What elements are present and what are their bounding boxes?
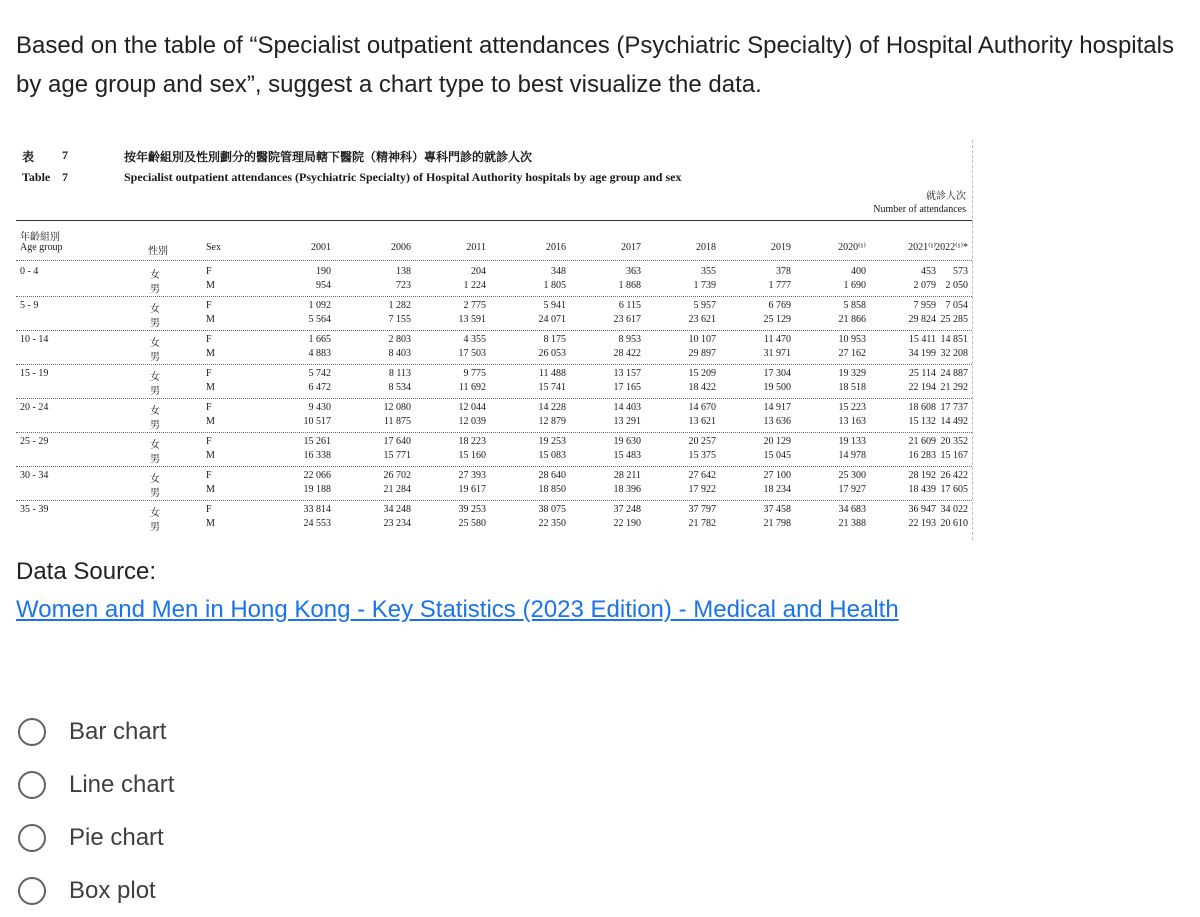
- table-cell: 7 155: [388, 314, 411, 325]
- table-cell: 2 079: [913, 280, 936, 291]
- table-cell: 10 517: [303, 416, 331, 427]
- table-cell: 10 953: [838, 334, 866, 345]
- table-cell: 14 492: [940, 416, 968, 427]
- table-cell: 34 248: [383, 504, 411, 515]
- table-cell: 14 670: [688, 402, 716, 413]
- sex-label-en: F: [206, 504, 212, 515]
- table-cell: 1 690: [843, 280, 866, 291]
- age-group-label: 0 - 4: [20, 266, 39, 277]
- table-cell: 6 769: [768, 300, 791, 311]
- row-divider: [16, 466, 972, 467]
- header-year: 2021⁽¹⁾: [908, 242, 936, 253]
- sex-label-en: F: [206, 300, 212, 311]
- header-age-zh: 年齡組別: [20, 232, 60, 243]
- table-cell: 27 162: [838, 348, 866, 359]
- sex-label-en: F: [206, 266, 212, 277]
- sex-label-zh: 男: [150, 352, 160, 363]
- row-divider: [16, 296, 972, 297]
- table-cell: 9 775: [463, 368, 486, 379]
- header-sex-en: Sex: [206, 242, 221, 253]
- sex-label-zh: 男: [150, 318, 160, 329]
- header-year: 2020⁽¹⁾: [838, 242, 866, 253]
- table-cell: 22 350: [538, 518, 566, 529]
- header-year: 2011: [466, 242, 486, 253]
- table-cell: 26 422: [940, 470, 968, 481]
- table-title-zh: 按年齡組別及性別劃分的醫院管理局轄下醫院（精神科）專科門診的就診人次: [124, 150, 533, 164]
- table-cell: 25 129: [763, 314, 791, 325]
- radio-button-icon[interactable]: [18, 877, 46, 905]
- sex-label-zh: 女: [150, 440, 160, 451]
- table-cell: 2 775: [463, 300, 486, 311]
- row-divider: [16, 432, 972, 433]
- table-cell: 11 692: [458, 382, 486, 393]
- table-cell: 21 388: [838, 518, 866, 529]
- table-cell: 17 503: [458, 348, 486, 359]
- row-divider: [16, 364, 972, 365]
- age-group-label: 15 - 19: [20, 368, 49, 379]
- option-label: Line chart: [69, 770, 175, 798]
- table-cell: 34 199: [908, 348, 936, 359]
- sex-label-zh: 女: [150, 474, 160, 485]
- table-cell: 25 580: [458, 518, 486, 529]
- table-cell: 18 422: [688, 382, 716, 393]
- table-cell: 204: [471, 266, 486, 277]
- table-cell: 21 798: [763, 518, 791, 529]
- question-text: Based on the table of “Specialist outpatient attendances (Psychiatric Specialty) of Hospital Authority hospitals by age group and sex”, suggest a chart type to best visualize the data.: [16, 32, 1174, 98]
- table-cell: 1 224: [463, 280, 486, 291]
- table-cell: 18 223: [458, 436, 486, 447]
- table-cell: 1 805: [543, 280, 566, 291]
- table-cell: 15 411: [908, 334, 936, 345]
- table-cell: 18 234: [763, 484, 791, 495]
- option-bar-chart[interactable]: [18, 705, 174, 758]
- table-cell: 5 957: [693, 300, 716, 311]
- sex-label-zh: 男: [150, 522, 160, 533]
- table-cell: 7 054: [945, 300, 968, 311]
- sex-label-zh: 女: [150, 304, 160, 315]
- table-cell: 14 228: [538, 402, 566, 413]
- table-cell: 190: [316, 266, 331, 277]
- table-cell: 18 396: [613, 484, 641, 495]
- table-cell: 27 393: [458, 470, 486, 481]
- table-cell: 8 953: [618, 334, 641, 345]
- header-year: 2019: [771, 242, 791, 253]
- sex-label-en: M: [206, 280, 215, 291]
- table-cell: 8 534: [388, 382, 411, 393]
- table-cell: 14 851: [940, 334, 968, 345]
- table-cell: 13 163: [838, 416, 866, 427]
- table-cell: 1 665: [308, 334, 331, 345]
- table-cell: 12 044: [458, 402, 486, 413]
- table-cell: 573: [953, 266, 968, 277]
- table-cell: 25 285: [940, 314, 968, 325]
- table-cell: 26 702: [383, 470, 411, 481]
- table-cell: 355: [701, 266, 716, 277]
- table-cell: 16 338: [303, 450, 331, 461]
- table-cell: 6 115: [618, 300, 641, 311]
- option-pie-chart[interactable]: [18, 811, 174, 864]
- table-cell: 1 777: [768, 280, 791, 291]
- table-cell: 1 739: [693, 280, 716, 291]
- table-title-en: Specialist outpatient attendances (Psychiatric Specialty) of Hospital Authority hospitals by age group and sex: [124, 170, 682, 184]
- sex-label-en: F: [206, 470, 212, 481]
- age-group-label: 30 - 34: [20, 470, 49, 481]
- table-cell: 31 971: [763, 348, 791, 359]
- table-cell: 348: [551, 266, 566, 277]
- table-cell: 28 422: [613, 348, 641, 359]
- sex-label-en: M: [206, 450, 215, 461]
- table-rule-top: [16, 220, 972, 221]
- sex-label-zh: 男: [150, 284, 160, 295]
- table-cell: 8 403: [388, 348, 411, 359]
- table-cell: 22 190: [613, 518, 641, 529]
- table-cell: 5 742: [308, 368, 331, 379]
- option-box-plot[interactable]: [18, 864, 174, 917]
- table-cell: 138: [396, 266, 411, 277]
- table-cell: 17 304: [763, 368, 791, 379]
- table-cell: 37 797: [688, 504, 716, 515]
- sex-label-en: F: [206, 402, 212, 413]
- table-cell: 6 472: [308, 382, 331, 393]
- header-year: 2006: [391, 242, 411, 253]
- table-label-en: Table: [22, 170, 51, 184]
- sex-label-zh: 男: [150, 386, 160, 397]
- table-cell: 15 209: [688, 368, 716, 379]
- row-divider: [16, 398, 972, 399]
- sex-label-zh: 男: [150, 488, 160, 499]
- table-cell: 1 282: [388, 300, 411, 311]
- table-cell: 19 188: [303, 484, 331, 495]
- table-cell: 33 814: [303, 504, 331, 515]
- table-cell: 19 133: [838, 436, 866, 447]
- header-sex-zh: 性別: [148, 246, 168, 257]
- table-cell: 21 866: [838, 314, 866, 325]
- sex-label-zh: 男: [150, 454, 160, 465]
- option-line-chart[interactable]: [18, 758, 174, 811]
- table-cell: 37 458: [763, 504, 791, 515]
- table-rule-header: [16, 260, 972, 261]
- table-cell: 11 488: [538, 368, 566, 379]
- header-year: 2022⁽¹⁾*: [935, 242, 968, 253]
- table-cell: 27 100: [763, 470, 791, 481]
- table-cell: 13 636: [763, 416, 791, 427]
- table-cell: 14 917: [763, 402, 791, 413]
- table-cell: 28 640: [538, 470, 566, 481]
- table-cell: 17 605: [940, 484, 968, 495]
- unit-label-zh: 就診人次: [926, 191, 966, 202]
- table-cell: 363: [626, 266, 641, 277]
- table-cell: 26 053: [538, 348, 566, 359]
- table-cell: 27 642: [688, 470, 716, 481]
- table-cell: 5 564: [308, 314, 331, 325]
- table-cell: 15 083: [538, 450, 566, 461]
- sex-label-en: M: [206, 484, 215, 495]
- data-source-label: Data Source:: [16, 558, 157, 585]
- table-number-zh: 7: [62, 148, 68, 162]
- sex-label-zh: 女: [150, 270, 160, 281]
- table-cell: 20 352: [940, 436, 968, 447]
- table-cell: 378: [776, 266, 791, 277]
- table-cell: 11 875: [383, 416, 411, 427]
- table-cell: 17 927: [838, 484, 866, 495]
- table-cell: 19 253: [538, 436, 566, 447]
- table-cell: 17 165: [613, 382, 641, 393]
- table-cell: 20 129: [763, 436, 791, 447]
- table-cell: 21 782: [688, 518, 716, 529]
- table-cell: 12 080: [383, 402, 411, 413]
- table-cell: 15 261: [303, 436, 331, 447]
- row-divider: [16, 500, 972, 501]
- table-cell: 25 114: [908, 368, 936, 379]
- table-label-zh: 表: [22, 150, 35, 164]
- table-cell: 18 439: [908, 484, 936, 495]
- table-cell: 22 193: [908, 518, 936, 529]
- age-group-label: 20 - 24: [20, 402, 49, 413]
- radio-button-icon[interactable]: [18, 771, 46, 799]
- table-cell: 15 132: [908, 416, 936, 427]
- table-cell: 22 066: [303, 470, 331, 481]
- table-cell: 18 850: [538, 484, 566, 495]
- table-cell: 32 208: [940, 348, 968, 359]
- table-cell: 453: [921, 266, 936, 277]
- table-cell: 21 284: [383, 484, 411, 495]
- table-cell: 16 283: [908, 450, 936, 461]
- table-cell: 4 355: [463, 334, 486, 345]
- table-cell: 9 430: [308, 402, 331, 413]
- table-cell: 15 483: [613, 450, 641, 461]
- sex-label-en: F: [206, 334, 212, 345]
- table-image: [16, 140, 973, 540]
- table-cell: 37 248: [613, 504, 641, 515]
- table-cell: 22 194: [908, 382, 936, 393]
- table-cell: 400: [851, 266, 866, 277]
- age-group-label: 35 - 39: [20, 504, 49, 515]
- table-cell: 13 591: [458, 314, 486, 325]
- table-cell: 15 771: [383, 450, 411, 461]
- table-cell: 18 518: [838, 382, 866, 393]
- table-cell: 15 160: [458, 450, 486, 461]
- table-cell: 954: [316, 280, 331, 291]
- table-cell: 723: [396, 280, 411, 291]
- table-cell: 24 071: [538, 314, 566, 325]
- table-cell: 28 211: [613, 470, 641, 481]
- header-age-en: Age group: [20, 242, 63, 253]
- option-label: Pie chart: [69, 823, 164, 851]
- table-cell: 15 223: [838, 402, 866, 413]
- age-group-label: 10 - 14: [20, 334, 49, 345]
- table-cell: 13 157: [613, 368, 641, 379]
- table-cell: 8 175: [543, 334, 566, 345]
- table-cell: 38 075: [538, 504, 566, 515]
- table-cell: 24 553: [303, 518, 331, 529]
- radio-button-icon[interactable]: [18, 824, 46, 852]
- answer-options: [18, 705, 174, 917]
- data-source-link[interactable]: Women and Men in Hong Kong - Key Statistics (2023 Edition) - Medical and Health: [16, 596, 899, 623]
- table-cell: 28 192: [908, 470, 936, 481]
- table-cell: 13 621: [688, 416, 716, 427]
- sex-label-zh: 女: [150, 338, 160, 349]
- table-cell: 29 897: [688, 348, 716, 359]
- sex-label-en: M: [206, 314, 215, 325]
- table-cell: 14 978: [838, 450, 866, 461]
- table-cell: 18 608: [908, 402, 936, 413]
- table-cell: 1 092: [308, 300, 331, 311]
- sex-label-en: F: [206, 436, 212, 447]
- table-cell: 23 621: [688, 314, 716, 325]
- table-cell: 4 883: [308, 348, 331, 359]
- table-cell: 21 292: [940, 382, 968, 393]
- table-cell: 14 403: [613, 402, 641, 413]
- table-cell: 34 022: [940, 504, 968, 515]
- table-cell: 36 947: [908, 504, 936, 515]
- age-group-label: 5 - 9: [20, 300, 39, 311]
- table-cell: 24 887: [940, 368, 968, 379]
- table-cell: 20 257: [688, 436, 716, 447]
- sex-label-zh: 女: [150, 372, 160, 383]
- sex-label-en: M: [206, 348, 215, 359]
- table-cell: 11 470: [763, 334, 791, 345]
- header-year: 2018: [696, 242, 716, 253]
- table-cell: 12 879: [538, 416, 566, 427]
- table-cell: 15 167: [940, 450, 968, 461]
- table-cell: 5 941: [543, 300, 566, 311]
- table-cell: 15 045: [763, 450, 791, 461]
- table-cell: 13 291: [613, 416, 641, 427]
- table-number-en: 7: [62, 170, 68, 184]
- table-cell: 5 858: [843, 300, 866, 311]
- table-cell: 15 375: [688, 450, 716, 461]
- table-cell: 19 617: [458, 484, 486, 495]
- table-cell: 23 234: [383, 518, 411, 529]
- header-year: 2017: [621, 242, 641, 253]
- table-cell: 19 329: [838, 368, 866, 379]
- table-cell: 20 610: [940, 518, 968, 529]
- table-cell: 17 922: [688, 484, 716, 495]
- table-cell: 29 824: [908, 314, 936, 325]
- sex-label-zh: 女: [150, 406, 160, 417]
- table-cell: 21 609: [908, 436, 936, 447]
- sex-label-en: F: [206, 368, 212, 379]
- table-cell: 12 039: [458, 416, 486, 427]
- sex-label-en: M: [206, 382, 215, 393]
- table-cell: 34 683: [838, 504, 866, 515]
- table-cell: 10 107: [688, 334, 716, 345]
- sex-label-en: M: [206, 518, 215, 529]
- header-year: 2016: [546, 242, 566, 253]
- option-label: Bar chart: [69, 717, 167, 745]
- radio-button-icon[interactable]: [18, 718, 46, 746]
- table-cell: 17 737: [940, 402, 968, 413]
- table-cell: 17 640: [383, 436, 411, 447]
- table-cell: 2 803: [388, 334, 411, 345]
- sex-label-zh: 男: [150, 420, 160, 431]
- unit-label-en: Number of attendances: [873, 204, 966, 215]
- row-divider: [16, 330, 972, 331]
- table-cell: 2 050: [945, 280, 968, 291]
- option-label: Box plot: [69, 876, 156, 904]
- sex-label-zh: 女: [150, 508, 160, 519]
- header-year: 2001: [311, 242, 331, 253]
- age-group-label: 25 - 29: [20, 436, 49, 447]
- table-cell: 23 617: [613, 314, 641, 325]
- table-cell: 39 253: [458, 504, 486, 515]
- table-cell: 8 113: [388, 368, 411, 379]
- sex-label-en: M: [206, 416, 215, 427]
- table-cell: 7 959: [913, 300, 936, 311]
- table-cell: 1 868: [618, 280, 641, 291]
- table-cell: 19 630: [613, 436, 641, 447]
- table-cell: 19 500: [763, 382, 791, 393]
- table-cell: 25 300: [838, 470, 866, 481]
- table-cell: 15 741: [538, 382, 566, 393]
